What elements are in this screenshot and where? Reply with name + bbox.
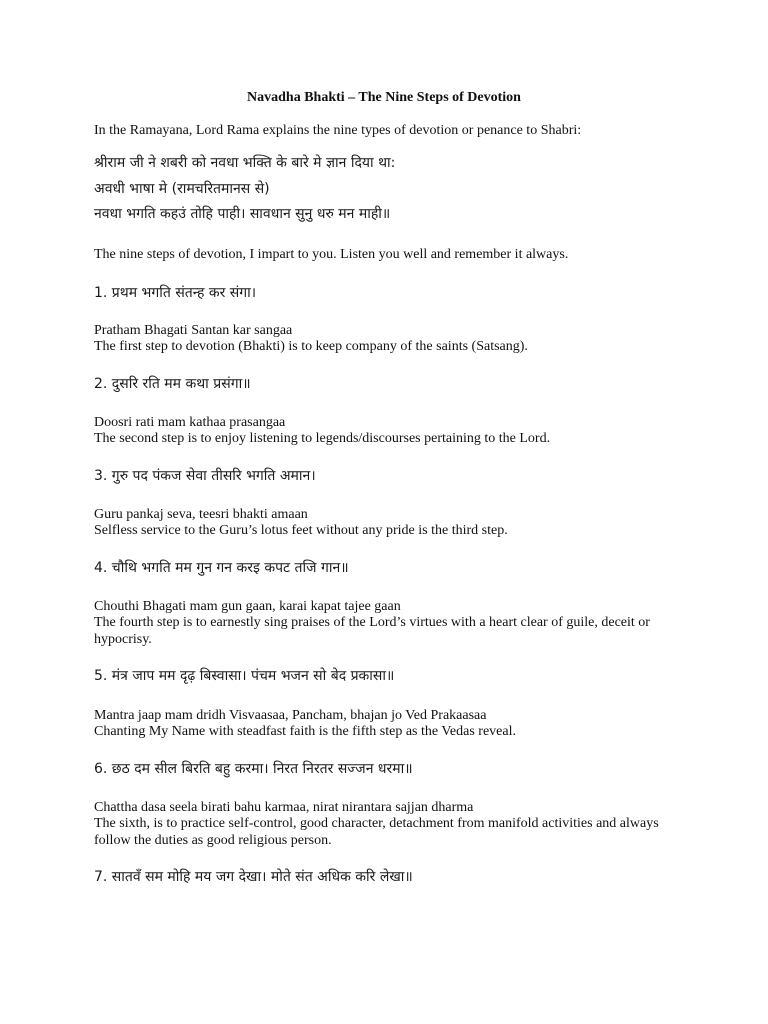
step-transliteration: Chouthi Bhagati mam gun gaan, karai kapat tajee gaan [94, 599, 401, 614]
step-verse: 7. सातवँ सम मोहि मय जग देखा। मोते संत अधिक करि लेखा॥ [94, 869, 413, 885]
hindi-intro-line: नवधा भगति कहउं तोहि पाही। सावधान सुनु धरु मन माही॥ [94, 206, 391, 222]
step-verse: 2. दुसरि रति मम कथा प्रसंगा॥ [94, 376, 251, 392]
step-verse: 3. गुरु पद पंकज सेवा तीसरि भगति अमान। [94, 468, 316, 484]
step-transliteration: Pratham Bhagati Santan kar sangaa [94, 323, 293, 338]
step-meaning: Selfless service to the Guru’s lotus feet without any pride is the third step. [94, 523, 508, 538]
step-transliteration: Doosri rati mam kathaa prasangaa [94, 415, 286, 430]
step-transliteration: Mantra jaap mam dridh Visvaasaa, Pancham, bhajan jo Ved Prakaasaa [94, 708, 487, 723]
step-verse: 1. प्रथम भगति संतन्ह कर संगा। [94, 285, 257, 301]
step-transliteration: Guru pankaj seva, teesri bhakti amaan [94, 507, 308, 522]
step-meaning: The sixth, is to practice self-control, good character, detachment from manifold activities and always follow the duties as good religious person. [94, 816, 659, 848]
step-transliteration: Chattha dasa seela birati bahu karmaa, nirat nirantara sajjan dharma [94, 800, 474, 815]
step-meaning: The fourth step is to earnestly sing praises of the Lord’s virtues with a heart clear of guile, deceit or hypocrisy. [94, 615, 650, 647]
hindi-intro-line: अवधी भाषा मे (रामचरितमानस से) [94, 181, 270, 197]
page-title: Navadha Bhakti – The Nine Steps of Devotion [247, 90, 521, 105]
step-meaning: The second step is to enjoy listening to legends/discourses pertaining to the Lord. [94, 431, 551, 446]
step-meaning: The first step to devotion (Bhakti) is to keep company of the saints (Satsang). [94, 339, 528, 354]
hindi-intro-line: श्रीराम जी ने शबरी को नवधा भक्ति के बारे मे ज्ञान दिया था: [94, 155, 396, 171]
step-verse: 6. छठ दम सील बिरति बहु करमा। निरत निरतर सज्जन धरमा॥ [94, 761, 413, 777]
intro-text: In the Ramayana, Lord Rama explains the nine types of devotion or penance to Shabri: [94, 123, 582, 138]
step-meaning: Chanting My Name with steadfast faith is the fifth step as the Vedas reveal. [94, 724, 516, 739]
nine-steps-intro: The nine steps of devotion, I impart to you. Listen you well and remember it always. [94, 247, 569, 262]
step-verse: 4. चौथि भगति मम गुन गन करइ कपट तजि गान॥ [94, 560, 349, 576]
step-verse: 5. मंत्र जाप मम दृढ़ बिस्वासा। पंचम भजन सो बेद प्रकासा॥ [94, 668, 395, 684]
